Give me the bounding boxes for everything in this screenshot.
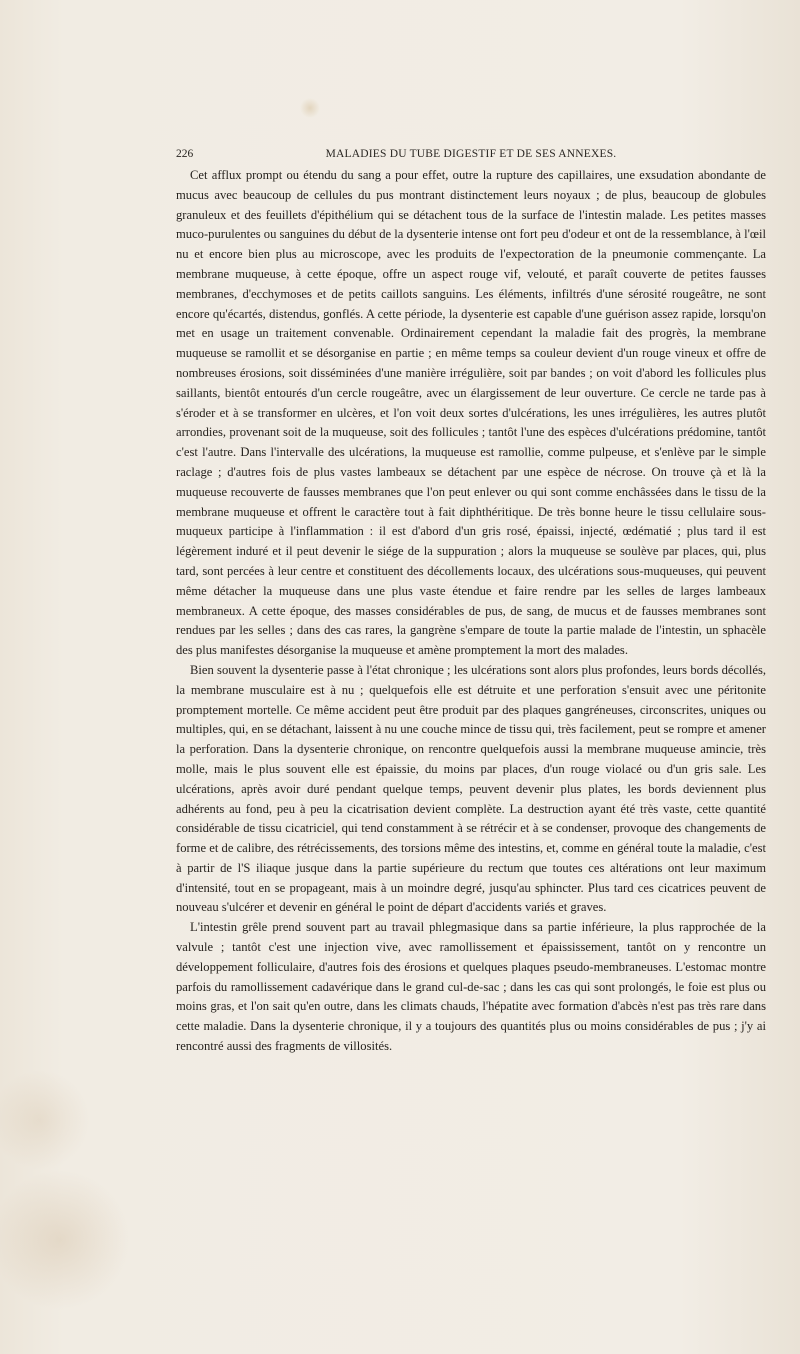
body-text — [176, 166, 766, 1057]
running-title: MALADIES DU TUBE DIGESTIF ET DE SES ANNEXES. — [325, 148, 617, 160]
running-header — [176, 148, 766, 164]
paragraph-2: Bien souvent la dysenterie passe à l'état chronique ; les ulcérations sont alors plus profondes, leurs bords décollés, la membrane musculaire est à nu ; quelquefois elle est détruite et une perforation s'ensuit avec une péritonite promptement mortelle. Ce même accident peut être produit par des plaques gangréneuses, circonscrites, uniques ou multiples, qui, en se détachant, laissent à nu une couche mince de tissu qui, très facilement, peut se rompre et amener la perforation. Dans la dysenterie chronique, on rencontre quelquefois aussi la membrane muqueuse amincie, très molle, mais le plus souvent elle est épaissie, du moins par places, d'un rouge violacé ou d'un gris sale. Les ulcérations, après avoir duré pendant quelque temps, peuvent devenir plus plates, les bords deviennent plus adhérents au fond, peu à peu la cicatrisation devient complète. La destruction ayant été très vaste, cette quantité considérable de tissu cicatriciel, qui tend constamment à se rétrécir et à se condenser, provoque des changements de forme et de calibre, des rétrécissements, des torsions même des intestins, et, comme en général toute la maladie, c'est à partir de l'S iliaque jusque dans la partie supérieure du rectum que toutes ces altérations ont leur maximum d'intensité, tout en se propageant, mais à un moindre degré, jusqu'au sphincter. Plus tard ces cicatrices peuvent de nouveau s'ulcérer et devenir en général le point de départ d'accidents variés et graves. — [176, 662, 766, 915]
paragraph-1: Cet afflux prompt ou étendu du sang a pour effet, outre la rupture des capillaires, une exsudation abondante de mucus avec beaucoup de cellules du pus montrant distinctement leurs noyaux ; de plus, beaucoup de globules granuleux et des feuillets d'épithélium qui se détachent tous de la surface de l'intestin malade. Les petites masses muco-purulentes ou sanguines du début de la dysenterie intense ont fort peu d'odeur et ont de la ressemblance, à l'œil nu et encore bien plus au microscope, avec les produits de l'expectoration de la pneumonie commençante. La membrane muqueuse, à cette époque, offre un aspect rouge vif, velouté, et paraît couverte de petites fausses membranes, d'ecchymoses et de petits caillots sanguins. Les éléments, infiltrés d'une sérosité rougeâtre, ne sont encore qu'écartés, distendus, gonflés. A cette période, la dysenterie est capable d'une guérison assez rapide, lorsqu'on met en usage un traitement convenable. Ordinairement cependant la maladie fait des progrès, la membrane muqueuse se ramollit et se désorganise en partie ; en même temps sa couleur devient d'un rouge vineux et offre de nombreuses érosions, soit disséminées d'une manière irrégulière, soit par bandes ; on voit d'abord les follicules plus saillants, bientôt entourés d'un cercle rougeâtre, avec un élargissement de leur ouverture. Ce cercle ne tarde pas à s'éroder et à se transformer en ulcères, et l'on voit deux sortes d'ulcérations, les unes irrégulières, les autres plutôt arrondies, provenant soit de la muqueuse, soit des follicules ; tantôt l'une des espèces d'ulcérations prédomine, tantôt c'est l'autre. Dans l'intervalle des ulcérations, la muqueuse est ramollie, comme pulpeuse, et s'enlève par le simple raclage ; d'autres fois de plus vastes lambeaux se détachent par une espèce de nécrose. On trouve çà et là la muqueuse recouverte de fausses membranes que l'on peut enlever ou qui sont comme enchâssées dans le tissu de la membrane muqueuse et offrent le caractère tout à fait diphthéritique. De très bonne heure le tissu cellulaire sous-muqueux participe à l'inflammation : il est d'abord d'un gris rosé, épaissi, injecté, œdématié ; plus tard il est légèrement induré et il peut devenir le siége de la suppuration ; alors la muqueuse se soulève par places, qui, plus tard, sont percées à leur centre et constituent des décollements locaux, des ulcérations sous-muqueuses, qui peuvent même détacher la muqueuse dans une plus vaste étendue et faire rendre par les selles de larges lambeaux membraneux. A cette époque, des masses considérables de pus, de sang, de mucus et de fausses membranes sont rendues par les selles ; dans des cas rares, la gangrène s'empare de toute la partie malade de l'intestin, un sphacèle des plus manifestes désorganise la muqueuse et amène promptement la mort des malades. — [176, 168, 766, 658]
page-number: 226 — [176, 148, 194, 160]
paragraph-3: L'intestin grêle prend souvent part au travail phlegmasique dans sa partie inférieure, la plus rapprochée de la valvule ; tantôt c'est une injection vive, avec ramollissement et épaississement, tantôt on y rencontre un développement folliculaire, d'autres fois des érosions et quelques plaques pseudo-membraneuses. L'estomac montre parfois du ramollissement cadavérique dans le grand cul-de-sac ; dans les cas qui sont prolongés, le foie est plus ou moins gras, et l'on sait qu'en outre, dans les climats chauds, l'hépatite avec formation d'abcès n'est pas très rare dans cette maladie. Dans la dysenterie chronique, il y a toujours des quantités plus ou moins considérables de pus ; j'y ai rencontré aussi des fragments de villosités. — [176, 920, 766, 1054]
